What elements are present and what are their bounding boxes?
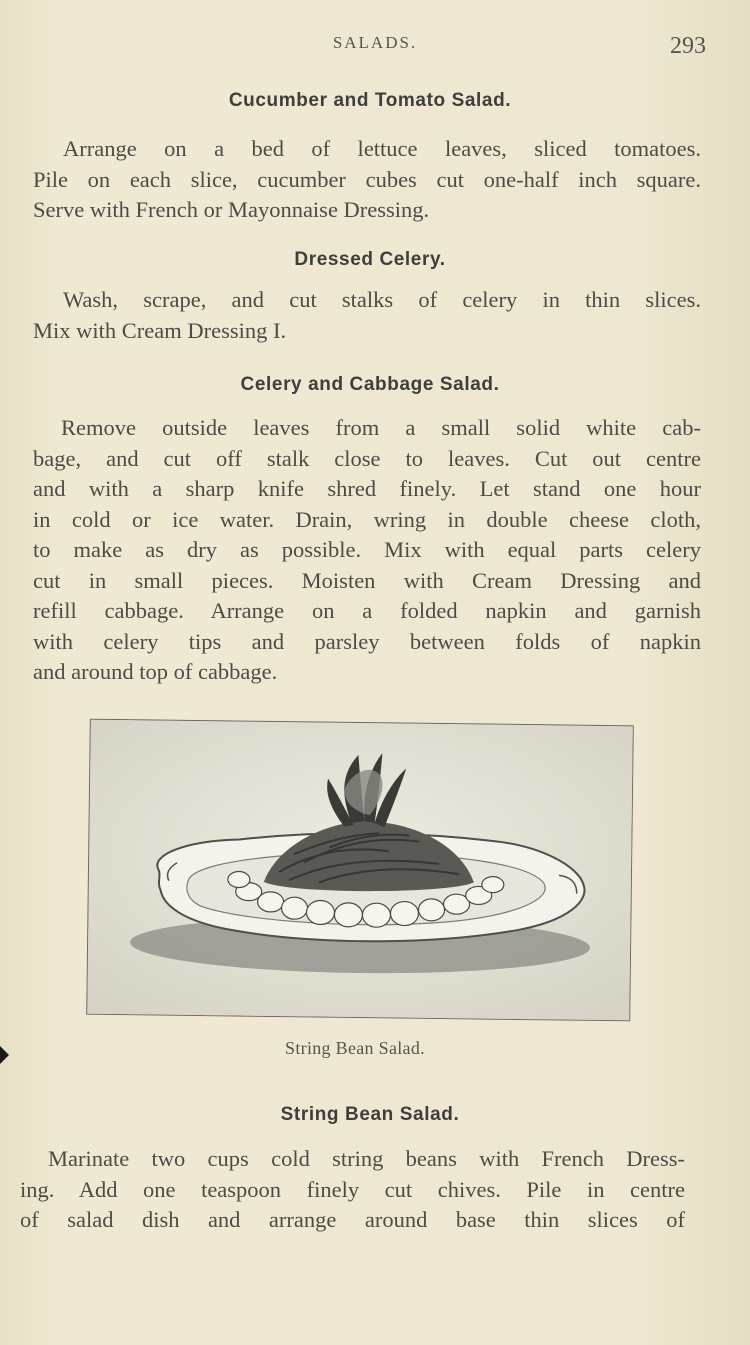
- recipe-title-dressed-celery: Dressed Celery.: [294, 249, 446, 270]
- string-bean-salad-plate-icon: [87, 720, 634, 1022]
- text-line: to make as dry as possible. Mix with equal parts celery: [33, 537, 701, 562]
- page-number: 293: [670, 33, 706, 59]
- text-line: refill cabbage. Arrange on a folded napkin and garnish: [33, 598, 701, 623]
- text-line: of salad dish and arrange around base thin slices of: [20, 1207, 685, 1232]
- text-line: Remove outside leaves from a small solid white cab-: [61, 415, 701, 440]
- figure-caption: String Bean Salad.: [285, 1038, 425, 1058]
- recipe-title-cucumber-tomato: Cucumber and Tomato Salad.: [228, 90, 512, 111]
- text-line: in cold or ice water. Drain, wring in double cheese cloth,: [33, 506, 701, 532]
- text-line: with celery tips and parsley between folds of napkin: [33, 628, 701, 654]
- recipe-body-dressed-celery: [33, 285, 701, 346]
- recipe-body-celery-cabbage: [33, 413, 701, 688]
- recipe-title-celery-cabbage: Celery and Cabbage Salad.: [240, 374, 500, 395]
- recipe-body-string-bean: [20, 1144, 685, 1236]
- text-line: and around top of cabbage.: [33, 659, 278, 684]
- margin-arrow-icon: [0, 1046, 9, 1064]
- text-line: ing. Add one teaspoon finely cut chives. Pile in centre: [20, 1176, 685, 1202]
- text-line: Wash, scrape, and cut stalks of celery in thin slices.: [63, 287, 701, 312]
- running-head: SALADS.: [332, 33, 418, 52]
- recipe-body-cucumber-tomato: [33, 134, 701, 226]
- text-line: Arrange on a bed of lettuce leaves, sliced tomatoes.: [63, 136, 701, 161]
- text-line: Pile on each slice, cucumber cubes cut one-half inch square.: [33, 166, 701, 192]
- text-line: Serve with French or Mayonnaise Dressing.: [33, 197, 430, 222]
- recipe-title-string-bean: String Bean Salad.: [280, 1104, 460, 1125]
- text-line: bage, and cut off stalk close to leaves. Cut out centre: [33, 445, 701, 471]
- text-line: Mix with Cream Dressing I.: [33, 317, 287, 343]
- text-line: Marinate two cups cold string beans with French Dress-: [48, 1146, 685, 1171]
- text-line: cut in small pieces. Moisten with Cream Dressing and: [33, 567, 701, 593]
- text-line: and with a sharp knife shred finely. Let stand one hour: [33, 476, 701, 501]
- illustration-string-bean-salad: [86, 719, 634, 1022]
